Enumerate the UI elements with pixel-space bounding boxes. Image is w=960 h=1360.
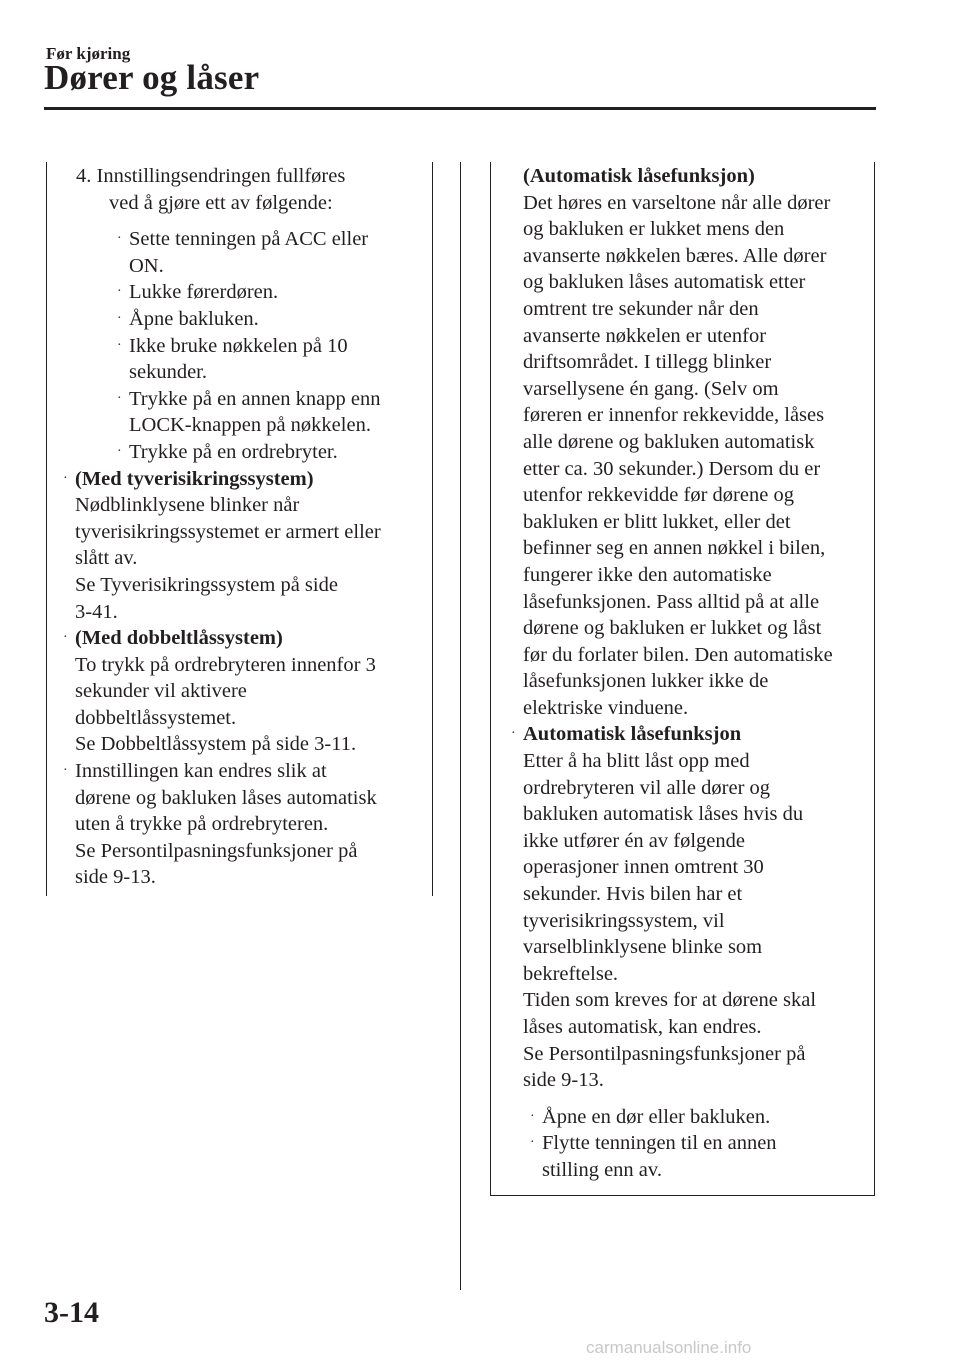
- paragraph-line: låsefunksjonen lukker ikke de: [523, 670, 769, 693]
- paragraph-line: slått av.: [75, 547, 138, 570]
- paragraph-line: ordrebryteren vil alle dører og: [523, 776, 771, 799]
- paragraph-line: etter ca. 30 sekunder.) Dersom du er: [523, 457, 821, 480]
- bullet-icon: ·: [117, 284, 122, 300]
- paragraph-line: sekunder. Hvis bilen har et: [523, 883, 743, 906]
- section-heading: (Med dobbeltlåssystem): [75, 627, 283, 650]
- paragraph-line: alle dørene og bakluken automatisk: [523, 430, 815, 453]
- bullet-icon: ·: [63, 470, 68, 486]
- auto-lock-note: [63, 758, 422, 891]
- paragraph-line: Se Persontilpasningsfunksjoner på: [523, 1042, 806, 1065]
- left-column: [62, 163, 422, 891]
- list-item-line: stilling enn av.: [542, 1158, 662, 1181]
- paragraph-line: bakluken er blitt lukket, eller det: [523, 510, 791, 533]
- bullet-icon: ·: [511, 726, 516, 742]
- list-item-line: Sette tenningen på ACC eller: [129, 228, 369, 251]
- list-item-line: Lukke førerdøren.: [129, 281, 279, 304]
- paragraph-line: uten å trykke på ordrebryteren.: [75, 813, 329, 836]
- bullet-icon: ·: [530, 1108, 535, 1124]
- left-column-rule: [46, 162, 47, 896]
- list-item-line: LOCK-knappen på nøkkelen.: [129, 414, 371, 437]
- step-4: [62, 163, 422, 216]
- paragraph-line: låses automatisk, kan endres.: [523, 1016, 762, 1038]
- list-item: [117, 226, 422, 279]
- paragraph-line: Tiden som kreves for at dørene skal: [523, 989, 817, 1012]
- column-separator: [460, 162, 461, 1290]
- list-item-line: Ikke bruke nøkkelen på 10: [129, 334, 348, 357]
- list-item: [117, 306, 422, 333]
- paragraph-line: låsefunksjonen. Pass alltid på at alle: [523, 590, 820, 613]
- bullet-icon: ·: [117, 231, 122, 247]
- theft-alarm-section: [63, 466, 422, 626]
- list-item-line: Trykke på en annen knapp enn: [129, 387, 381, 410]
- right-column: [490, 163, 860, 1184]
- double-lock-section: [63, 625, 422, 758]
- list-item-line: Trykke på en ordrebryter.: [129, 440, 338, 463]
- paragraph-line: Se Tyverisikringssystem på side: [75, 573, 338, 596]
- paragraph-line: dobbeltlåssystemet.: [75, 706, 237, 729]
- paragraph-line: avanserte nøkkelen bæres. Alle dører: [523, 244, 827, 267]
- paragraph-line: varselblinklysene blinke som: [523, 936, 763, 959]
- bullet-icon: ·: [117, 390, 122, 406]
- paragraph-line: føreren er innenfor rekkevidde, låses: [523, 404, 825, 427]
- paragraph-line: To trykk på ordrebryteren innenfor 3: [75, 653, 376, 676]
- list-item-line: Åpne en dør eller bakluken.: [542, 1105, 771, 1128]
- paragraph-line: Innstillingen kan endres slik at: [75, 760, 327, 783]
- list-item: [117, 386, 422, 439]
- step-4-line: 4. Innstillingsendringen fullføres: [76, 165, 346, 187]
- auto-lock-function-section: [490, 163, 860, 721]
- paragraph-line: sekunder vil aktivere: [75, 680, 247, 703]
- bullet-icon: ·: [63, 630, 68, 646]
- paragraph-line: Nødblinklysene blinker når: [75, 494, 300, 517]
- list-item: [530, 1130, 860, 1183]
- paragraph-line: Se Persontilpasningsfunksjoner på: [75, 839, 358, 862]
- paragraph-line: bekreftelse.: [523, 962, 619, 985]
- paragraph-line: omtrent tre sekunder når den: [523, 297, 759, 320]
- auto-lock-options: [490, 1104, 860, 1184]
- header-rule: [44, 107, 876, 110]
- paragraph-line: og bakluken låses automatisk etter: [523, 271, 806, 294]
- step-4-options: [62, 226, 422, 465]
- step-4-line: ved å gjøre ett av følgende:: [109, 191, 333, 214]
- paragraph-line: elektriske vinduene.: [523, 696, 689, 719]
- paragraph-line: varsellysene én gang. (Selv om: [523, 377, 779, 400]
- paragraph-line: befinner seg en annen nøkkel i bilen,: [523, 537, 826, 560]
- paragraph-line: dørene og bakluken låses automatisk: [75, 786, 377, 809]
- list-item: [117, 279, 422, 306]
- bullet-icon: ·: [117, 443, 122, 459]
- list-item-line: ON.: [129, 254, 164, 277]
- paragraph-line: 3-41.: [75, 600, 118, 623]
- bullet-icon: ·: [117, 337, 122, 353]
- paragraph-line: operasjoner innen omtrent 30: [523, 856, 764, 879]
- auto-lock-bullet-section: [511, 721, 860, 1093]
- list-item-line: Åpne bakluken.: [129, 307, 259, 330]
- paragraph-line: Etter å ha blitt låst opp med: [523, 750, 750, 773]
- paragraph-line: driftsområdet. I tillegg blinker: [523, 351, 772, 374]
- paragraph-line: side 9-13.: [75, 866, 156, 889]
- bullet-icon: ·: [63, 763, 68, 779]
- bullet-icon: ·: [117, 310, 122, 326]
- section-label: Før kjøring: [46, 44, 131, 63]
- list-item: [117, 439, 422, 466]
- paragraph-line: og bakluken er lukket mens den: [523, 218, 785, 241]
- paragraph-line: tyverisikringssystemet er armert eller: [75, 520, 381, 543]
- paragraph-line: før du forlater bilen. Den automatiske: [523, 643, 833, 666]
- list-item: [530, 1104, 860, 1131]
- paragraph-line: fungerer ikke den automatiske: [523, 563, 772, 586]
- paragraph-line: avanserte nøkkelen er utenfor: [523, 324, 767, 347]
- section-heading: Automatisk låsefunksjon: [523, 723, 742, 746]
- page-number: 3-14: [44, 1296, 99, 1329]
- section-heading: (Automatisk låsefunksjon): [523, 165, 755, 187]
- paragraph-line: dørene og bakluken er lukket og låst: [523, 617, 822, 640]
- page-title: Dører og låser: [44, 58, 260, 97]
- paragraph-line: ikke utfører én av følgende: [523, 829, 745, 852]
- paragraph-line: utenfor rekkevidde før dørene og: [523, 484, 794, 507]
- list-item: [117, 333, 422, 386]
- paragraph-line: side 9-13.: [523, 1069, 604, 1092]
- list-item-line: sekunder.: [129, 361, 207, 384]
- paragraph-line: Det høres en varseltone når alle dører: [523, 191, 831, 214]
- list-item-line: Flytte tenningen til en annen: [542, 1132, 777, 1155]
- middle-column-rule: [432, 162, 433, 896]
- paragraph-line: bakluken automatisk låses hvis du: [523, 803, 804, 826]
- section-heading: (Med tyverisikringssystem): [75, 467, 314, 490]
- watermark: carmanualsonline.info: [586, 1338, 752, 1357]
- paragraph-line: Se Dobbeltlåssystem på side 3-11.: [75, 733, 357, 756]
- bullet-icon: ·: [530, 1135, 535, 1151]
- paragraph-line: tyverisikringssystem, vil: [523, 909, 725, 932]
